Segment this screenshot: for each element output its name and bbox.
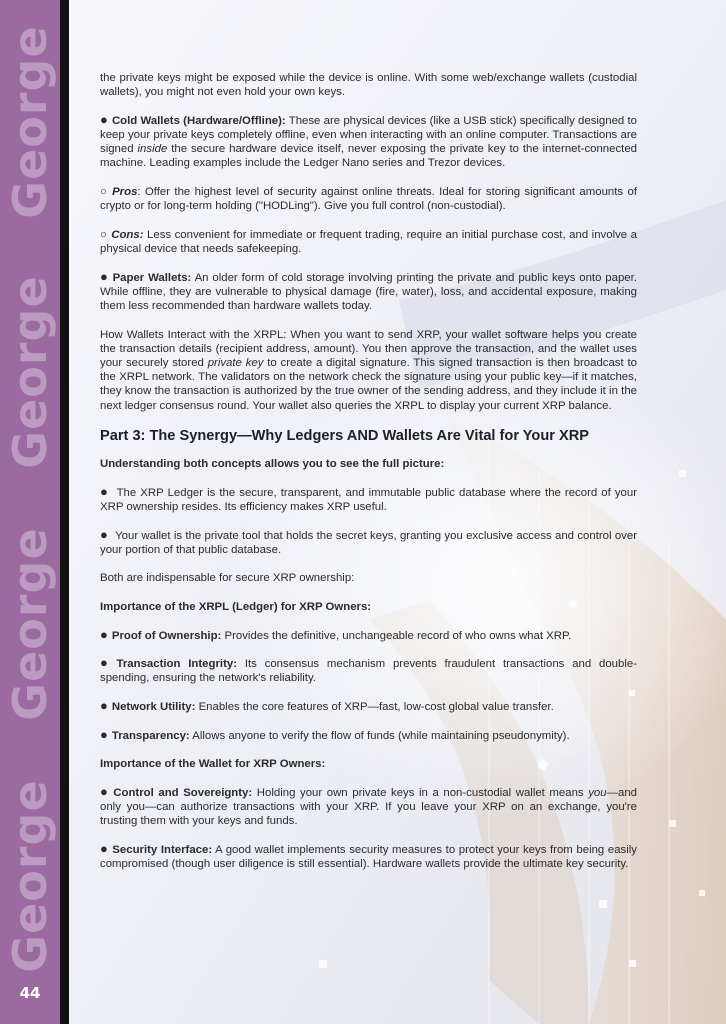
subheading: Importance of the XRPL (Ledger) for XRP Owners:: [100, 600, 372, 613]
item-title: Network Utility:: [111, 700, 196, 713]
list-item: ● Cold Wallets (Hardware/Offline): These are physical devices (like a USB stick) specifically designed to keep your private keys completely offline, even when interacting with an online computer. Transactions are signed inside the secure hardware device itself, never exposing the private key to the internet-connected machine. Leading examples include the Ledger Nano series and Trezor devices.: [100, 111, 638, 170]
bullet-icon: ●: [100, 268, 109, 284]
circle-bullet-icon: ○: [100, 228, 108, 241]
item-title: Cons:: [111, 228, 144, 241]
circle-bullet-icon: ○: [100, 186, 109, 198]
document-body: [100, 71, 637, 886]
bullet-icon: ●: [100, 526, 108, 542]
bullet-icon: ●: [100, 726, 108, 742]
item-title: Paper Wallets:: [112, 271, 192, 284]
subheading: Importance of the Wallet for XRP Owners:: [100, 758, 326, 771]
item-title: Pros: [112, 186, 138, 198]
bullet-icon: ●: [100, 697, 108, 713]
list-item: ● Paper Wallets: An older form of cold storage involving printing the private and public keys onto paper. While offline, they are vulnerable to physical damage (fire, water), loss, and accidental exposure, making them less recommended than hardware wallets today.: [100, 268, 637, 312]
item-title: Proof of Ownership:: [111, 629, 222, 642]
list-item: ● Transaction Integrity: Its consensus mechanism prevents fraudulent transactions and double-spending, ensuring the network's reliability.: [100, 655, 638, 685]
sidebar-divider: [60, 0, 69, 1024]
bullet-icon: ●: [100, 626, 108, 642]
paragraph: the private keys might be exposed while the device is online. With some web/exchange wallets (custodial wallets), you might not even hold your own keys.: [100, 72, 637, 99]
item-title: Security Interface:: [112, 843, 213, 856]
list-item: ● The XRP Ledger is the secure, transparent, and immutable public database where the record of your XRP ownership resides. Its efficiency makes XRP useful.: [100, 483, 637, 513]
sidebar-band: George George George George 44: [0, 0, 60, 1024]
list-item: ● Network Utility: Enables the core features of XRP—fast, low-cost global value transfer.: [100, 697, 554, 713]
list-item: ● Security Interface: A good wallet implements security measures to protect your keys from being easily compromised (though user diligence is still essential). Hardware wallets provide the ultimate key security.: [100, 840, 637, 870]
item-title: Transparency:: [111, 729, 190, 742]
list-item: ● Proof of Ownership: Provides the definitive, unchangeable record of who owns what XRP.: [100, 626, 572, 642]
paragraph: How Wallets Interact with the XRPL: When you want to send XRP, your wallet software helps you create the transaction details (recipient address, amount). You then approve the transaction, and the wallet uses your securely stored private key to create a digital signature. This signed transaction is then broadcast to the XRPL network. The validators on the network check the signature using your public key—if it matches, they know the transaction is authorized by the true owner of the sending address, and they include it in the next ledger consensus round. Your wallet also queries the XRPL to display your current XRP balance.: [100, 328, 637, 412]
item-title: Control and Sovereignty:: [113, 786, 253, 799]
item-title: Transaction Integrity:: [116, 658, 237, 671]
subheading: Understanding both concepts allows you to see the full picture:: [100, 458, 445, 471]
list-item: ● Control and Sovereignty: Holding your own private keys in a non-custodial wallet means you—and only you—can authorize transactions with your XRP. If you leave your XRP on an exchange, you're trusting them with your keys and funds.: [100, 783, 637, 828]
list-item: ○ Cons: Less convenient for immediate or frequent trading, require an initial purchase cost, and involve a physical device that needs safekeeping.: [100, 228, 637, 255]
page-number: 44: [19, 984, 41, 1002]
paragraph: Both are indispensable for secure XRP ownership:: [100, 572, 355, 585]
bullet-icon: ●: [100, 111, 108, 127]
bullet-icon: ●: [100, 783, 110, 799]
bullet-icon: ●: [100, 655, 113, 671]
bullet-icon: ●: [100, 483, 109, 499]
bullet-icon: ●: [100, 840, 109, 856]
section-heading: Part 3: The Synergy—Why Ledgers AND Wallets Are Vital for Your XRP: [100, 428, 590, 445]
list-item: ● Transparency: Allows anyone to verify the flow of funds (while maintaining pseudonymity).: [100, 726, 570, 742]
item-title: Cold Wallets (Hardware/Offline):: [111, 114, 286, 127]
list-item: ● Your wallet is the private tool that holds the secret keys, granting you exclusive access and control over your portion of that public database.: [100, 526, 637, 556]
list-item: ○ Pros: Offer the highest level of security against online threats. Ideal for storing significant amounts of crypto or for long-term holding ("HODLing"). Give you full control (non-custodial).: [100, 186, 637, 213]
